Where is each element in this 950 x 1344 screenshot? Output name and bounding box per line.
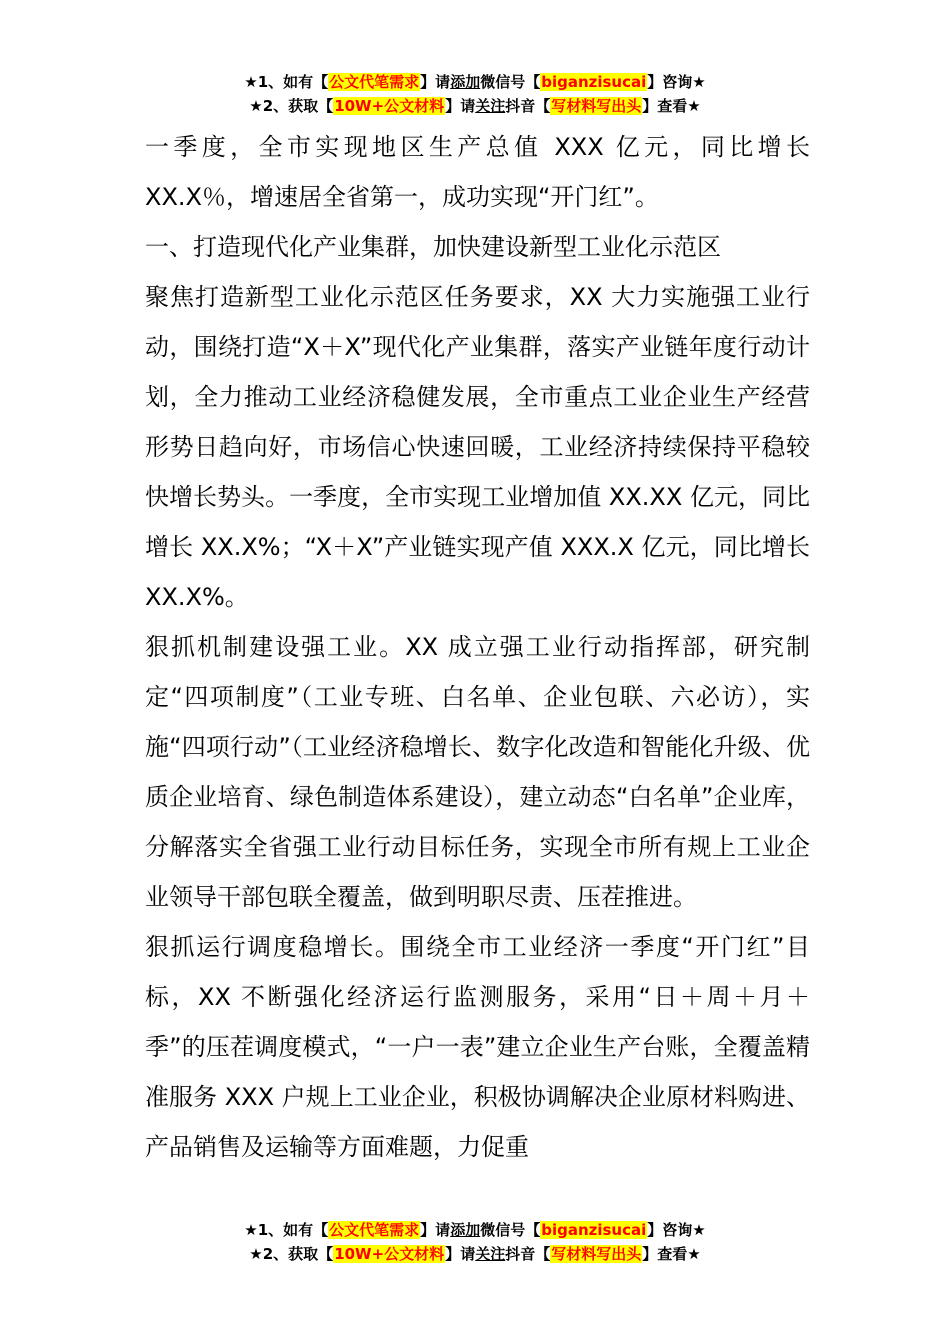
banner-text: 】请 xyxy=(445,97,476,115)
footer-banner xyxy=(0,1218,950,1266)
paragraph: 狠抓运行调度稳增长。围绕全市工业经济一季度“开门红”目标，XX 不断强化经济运行监测服务，采用“日＋周＋月＋季”的压茬调度模式，“一户一表”建立企业生产台账，全覆盖精准服务 XXX 户规上工业企业，积极协调解决企业原材料购进、产品销售及运输等方面难题，力促重 xyxy=(145,933,810,1161)
banner-text: 】咨询★ xyxy=(647,73,706,91)
banner-highlight: 公文代笔需求 xyxy=(329,1221,420,1239)
banner-highlight: 公文代笔需求 xyxy=(329,73,420,91)
section-heading: 一、打造现代化产业集群，加快建设新型工业化示范区 xyxy=(145,233,721,261)
header-banner xyxy=(0,70,950,118)
banner-text: ★2、获取【 xyxy=(249,97,334,115)
banner-highlight: biganzisucai xyxy=(541,1221,647,1239)
banner-highlight: 10W+公文材料 xyxy=(334,97,445,115)
banner-underline: 关注 xyxy=(475,97,506,115)
banner-line-1 xyxy=(0,1218,950,1242)
banner-text: 抖音【 xyxy=(505,1245,551,1263)
banner-highlight: biganzisucai xyxy=(541,73,647,91)
banner-underline: 添加 xyxy=(450,1221,481,1239)
banner-text: 】请 xyxy=(445,1245,476,1263)
banner-highlight: 写材料写出头 xyxy=(551,97,642,115)
banner-text: ★2、获取【 xyxy=(249,1245,334,1263)
banner-underline: 关注 xyxy=(475,1245,506,1263)
paragraph: 狠抓机制建设强工业。XX 成立强工业行动指挥部，研究制定“四项制度”（工业专班、白名单、企业包联、六必访），实施“四项行动”（工业经济稳增长、数字化改造和智能化升级、优质企业培育、绿色制造体系建设），建立动态“白名单”企业库，分解落实全省强工业行动目标任务，实现全市所有规上工业企业领导干部包联全覆盖，做到明职尽责、压茬推进。 xyxy=(145,633,810,911)
banner-text: 】查看★ xyxy=(642,97,701,115)
banner-text: 】查看★ xyxy=(642,1245,701,1263)
paragraph: 一季度，全市实现地区生产总值 XXX 亿元，同比增长 XX.X％，增速居全省第一，成功实现“开门红”。 xyxy=(145,133,810,211)
banner-line-2 xyxy=(0,94,950,118)
banner-line-1 xyxy=(0,70,950,94)
banner-text: 抖音【 xyxy=(505,97,551,115)
banner-highlight: 10W+公文材料 xyxy=(334,1245,445,1263)
banner-highlight: 写材料写出头 xyxy=(551,1245,642,1263)
banner-underline: 添加 xyxy=(450,73,481,91)
banner-text: 】咨询★ xyxy=(647,1221,706,1239)
paragraph: 聚焦打造新型工业化示范区任务要求，XX 大力实施强工业行动，围绕打造“X＋X”现代化产业集群，落实产业链年度行动计划，全力推动工业经济稳健发展，全市重点工业企业生产经营形势日趋向好，市场信心快速回暖，工业经济持续保持平稳较快增长势头。一季度，全市实现工业增加值 XX.XX 亿元，同比增长 XX.X%；“X＋X”产业链实现产值 XXX.X 亿元，同比增长 XX.X%。 xyxy=(145,283,810,611)
banner-text: 微信号【 xyxy=(480,73,541,91)
banner-line-2 xyxy=(0,1242,950,1266)
banner-text: ★1、如有【 xyxy=(244,73,329,91)
document-body xyxy=(145,122,810,1172)
banner-text: ★1、如有【 xyxy=(244,1221,329,1239)
banner-text: 微信号【 xyxy=(480,1221,541,1239)
banner-text: 】请 xyxy=(420,73,451,91)
banner-text: 】请 xyxy=(420,1221,451,1239)
